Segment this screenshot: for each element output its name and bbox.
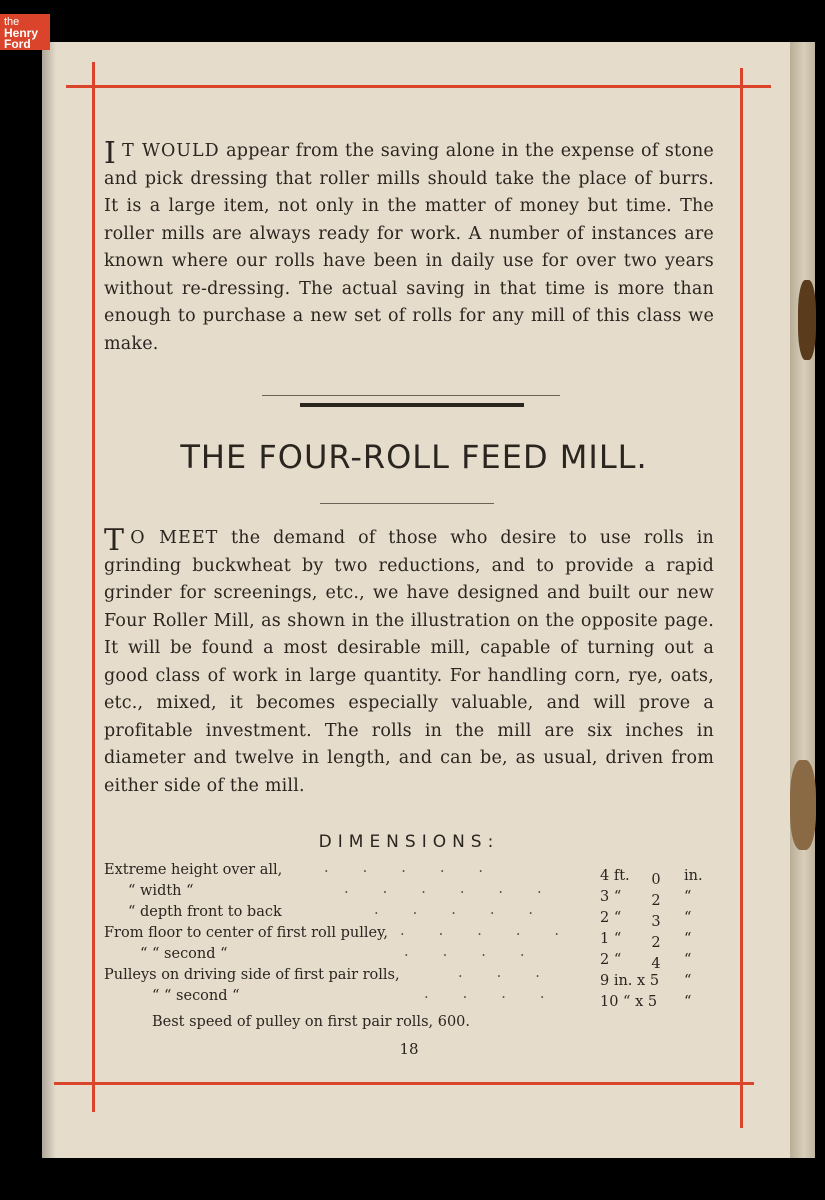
ornament-bar <box>300 403 524 407</box>
paragraph-text: the demand of those who desire to use rolls in grinding buckwheat by two reductions, and to provide a rapid grinder for screenings, etc., we have designed and built our new Four Roller Mill, as shown in the illustration on the opposite page. It will be found a most desirable mill, capable of turning out a good class of work in large quantity. For handling corn, rye, oats, etc., mixed, it becomes especially valuable, and will prove a profitable investment. The rolls in the mill are six inches in diameter and twelve in length, and can be, as usual, driven from either side of the mill. <box>104 528 714 796</box>
dimension-row: “ width “ ...... 3 “ 2 “ <box>128 881 692 909</box>
section-heading: THE FOUR-ROLL FEED MILL. <box>180 438 648 476</box>
ornament-line <box>262 395 560 396</box>
dimensions-table <box>104 862 724 1009</box>
intro-paragraph <box>104 138 714 358</box>
border-right <box>740 68 743 1128</box>
first-word: T WOULD <box>122 141 220 161</box>
paragraph-text: appear from the saving alone in the expense of stone and pick dressing that roller mills should take the place of burrs. It is a large item, not only in the matter of money but time. The roller mills are always ready for work. A number of instances are known where our rolls have been in daily use for over two years without re-dressing. The actual saving in that time is more than enough to purchase a new set of rolls for any mill of this class we make. <box>104 141 714 354</box>
dimension-row: “ “ second “ .... 2 “ 4 “ <box>140 944 692 972</box>
border-top <box>66 85 771 88</box>
description-paragraph <box>104 525 714 800</box>
speed-note: Best speed of pulley on first pair rolls, 600. <box>152 1014 471 1030</box>
dimension-row: Pulleys on driving side of first pair rolls, ... 9 in. x 5 “ <box>104 965 692 989</box>
dimension-row: “ “ second “ .... 10 “ x 5 “ <box>152 986 692 1010</box>
border-left <box>92 62 95 1112</box>
page-number: 18 <box>399 1040 419 1058</box>
dimension-row: From floor to center of first roll pulley, ..... 1 “ 2 “ <box>104 923 692 951</box>
heading-underline <box>320 503 494 504</box>
binding-tear-lower <box>790 760 816 850</box>
page-gutter-shadow <box>42 42 56 1158</box>
binding-tear-upper <box>798 280 816 360</box>
dimension-row: “ depth front to back ..... 2 “ 3 “ <box>128 902 692 930</box>
page-edge <box>815 42 825 1158</box>
dimension-row: Extreme height over all, ..... 4 ft. 0 in. <box>104 860 703 888</box>
first-word: O MEET <box>130 528 219 548</box>
dimensions-title: DIMENSIONS: <box>318 832 500 852</box>
drop-cap: T <box>104 523 125 558</box>
border-bottom <box>54 1082 754 1085</box>
drop-cap: I <box>104 136 117 171</box>
henry-ford-logo: the Henry Ford <box>0 14 50 50</box>
